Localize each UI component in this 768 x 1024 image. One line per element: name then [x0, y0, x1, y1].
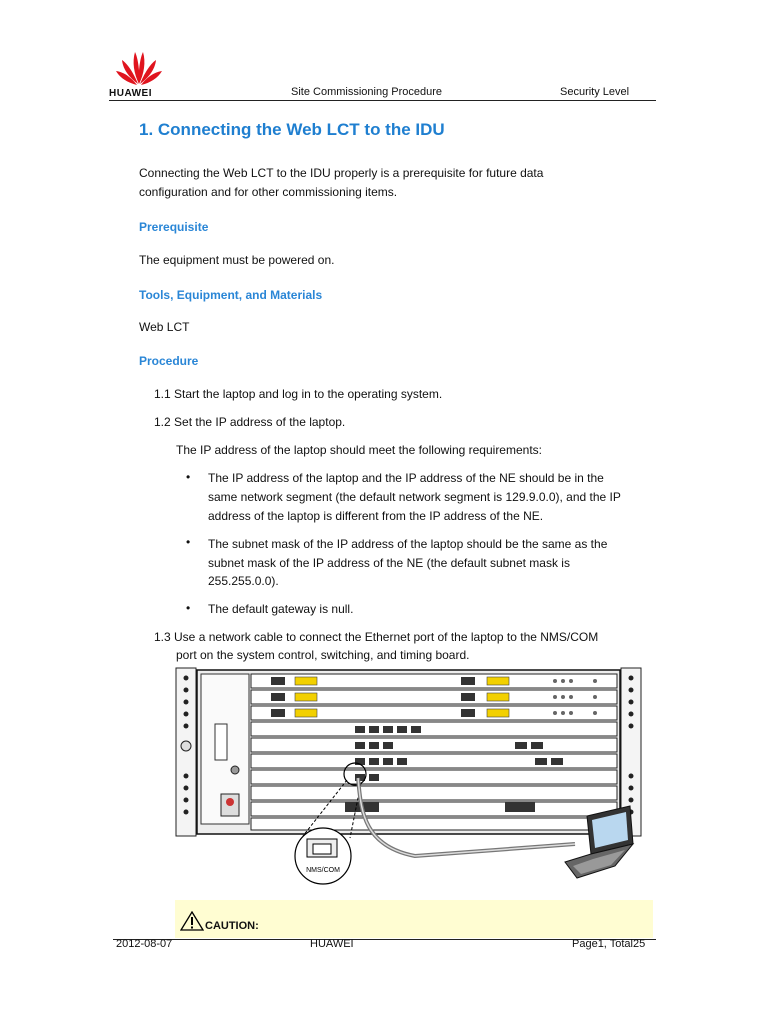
bullet-2-line-2: subnet mask of the IP address of the NE (the default subnet mask is	[208, 556, 570, 570]
intro-line-2: configuration and for other commissioning items.	[139, 185, 398, 199]
bullet-icon: •	[186, 470, 191, 484]
caution-label: CAUTION:	[205, 920, 259, 932]
idu-connection-diagram	[175, 666, 645, 894]
step-1-2-intro: The IP address of the laptop should meet the following requirements:	[176, 443, 542, 457]
step-1-3-line-2: port on the system control, switching, and timing board.	[176, 648, 470, 662]
bullet-icon: •	[186, 535, 191, 549]
intro-line-1: Connecting the Web LCT to the IDU properly is a prerequisite for future data	[139, 166, 544, 180]
step-1-3-line-1: 1.3 Use a network cable to connect the Ethernet port of the laptop to the NMS/COM	[154, 630, 599, 644]
bullet-2-line-3: 255.255.0.0).	[208, 574, 279, 588]
document-title: Site Commissioning Procedure	[291, 86, 443, 98]
header-rule	[109, 100, 656, 101]
prerequisite-heading: Prerequisite	[139, 220, 209, 234]
footer-date: 2012-08-07	[116, 938, 173, 950]
section-title: 1. Connecting the Web LCT to the IDU	[139, 120, 445, 139]
logo-text: HUAWEI	[109, 88, 152, 99]
footer-company: HUAWEI	[310, 938, 354, 950]
procedure-heading: Procedure	[139, 354, 199, 368]
security-level: Security Level	[560, 86, 630, 98]
bullet-icon: •	[186, 601, 191, 615]
nms-com-port-label: NMS/COM	[306, 867, 340, 874]
warning-triangle-icon	[180, 911, 204, 931]
bullet-1-line-2: same network segment (the default network segment is 129.9.0.0), and the IP	[208, 490, 621, 504]
bullet-1-line-1: The IP address of the laptop and the IP address of the NE should be in the	[208, 471, 604, 485]
bullet-1-line-3: address of the laptop is different from the IP address of the NE.	[208, 509, 544, 523]
step-1-1: 1.1 Start the laptop and log in to the operating system.	[154, 387, 443, 401]
tools-heading: Tools, Equipment, and Materials	[139, 288, 323, 302]
caution-box	[175, 900, 653, 938]
prerequisite-text: The equipment must be powered on.	[139, 253, 335, 267]
step-1-2: 1.2 Set the IP address of the laptop.	[154, 415, 346, 429]
bullet-2-line-1: The subnet mask of the IP address of the laptop should be the same as the	[208, 537, 608, 551]
huawei-logo-icon	[114, 48, 164, 86]
bullet-3: The default gateway is null.	[208, 602, 354, 616]
tools-text: Web LCT	[139, 320, 190, 334]
footer-page: Page1, Total25	[572, 938, 646, 950]
